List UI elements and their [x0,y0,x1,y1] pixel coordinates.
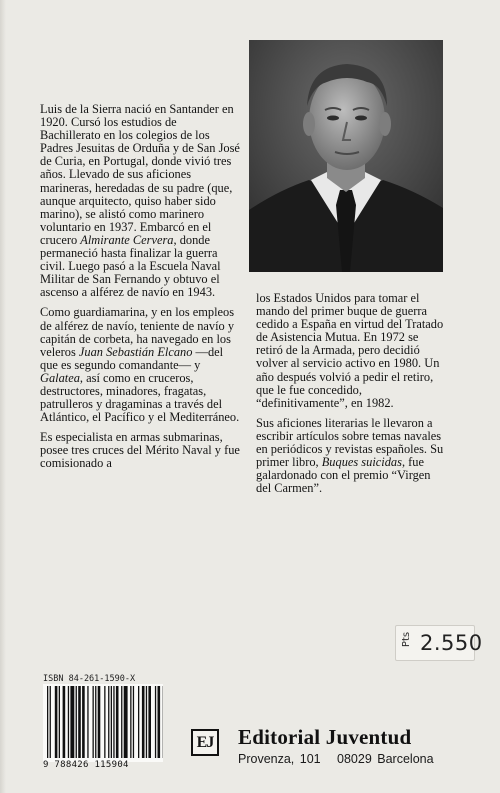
barcode-bar [113,686,114,758]
bio-italic-title: Almirante Cervera [80,232,174,247]
publisher-name: Editorial Juventud [238,725,412,749]
author-portrait [249,40,443,272]
author-bio-right-column [256,292,446,502]
price-amount: 2.550 [420,631,483,655]
bio-italic-title: Juan Sebastián Elcano [78,344,193,359]
barcode-digits: 9 788426 115904 [43,760,129,770]
barcode-bar [78,686,81,758]
barcode-bar [121,686,122,758]
author-portrait-icon [249,40,443,272]
barcode-bar [108,686,109,758]
bio-paragraph [40,431,240,470]
bio-text: —del que es segundo comandante— y [40,344,224,372]
bio-text: , donde permaneció hasta finalizar la guerra civil. Luego pasó a la Escuela Naval Militar de San Fernando y obtuvo el ascenso a alférez de navío en 1943. [40,232,221,300]
bio-paragraph [40,103,240,299]
publisher-address: Provenza, 101 08029 Barcelona [238,752,434,766]
barcode-bar [124,686,128,758]
bio-text: Es especialista en armas submarinas, posee tres cruces del Mérito Naval y fue comisionado a [40,430,240,471]
barcode-bar [95,686,96,758]
bio-text: , fue galardonado con el premio “Virgen del Carmen”. [256,455,431,496]
barcode-bar [133,686,134,758]
barcode-bar [116,686,119,758]
publisher-logo: EJ [191,729,219,756]
bio-text: Luis de la Sierra nació en Santander en 1920. Cursó los estudios de Bachillerato en los colegios de los Padres Jesuitas de Orduña y de San José de Curia, en Portugal, donde vivió tres años. Llevado de sus aficiones marineras, heredadas de su padre (que, aunque arquitecto, quiso haber sido marino), se alistó como marinero voluntario en 1937. Embarcó en el crucero [40,102,240,247]
cover-edge-shadow [0,0,6,793]
isbn-label: ISBN 84-261-1590-X [43,674,136,684]
bio-text: los Estados Unidos para tomar el mando del primer buque de guerra cedido a España en virtud del Tratado de Asistencia Mutua. En 1972 se retiró de la Armada, pero decidió volver al servicio activo en 1980. Un año después volvió a pedir el retiro, que le fue concedido, “definitivamente”, en 1982. [256,291,444,410]
author-bio-left-column [40,103,240,478]
bio-text: , así como en cruceros, destructores, minadores, fragatas, patrulleros y dragaminas a través del Atlántico, el Pacífico y el Mediterráneo. [40,370,240,425]
ean13-barcode-icon [43,684,163,762]
barcode-bar [87,686,88,758]
barcode-bar [155,686,156,758]
barcode-bar [70,686,74,758]
barcode [43,684,163,762]
barcode-bar [142,686,145,758]
barcode-bar [98,686,101,758]
bio-italic-title: Galatea [40,370,80,385]
price-currency: Pts [401,631,413,648]
barcode-bar [158,686,161,758]
barcode-bar [76,686,77,758]
barcode-bar [111,686,112,758]
barcode-bar [47,686,48,758]
bio-text: Sus aficiones literarias le llevaron a escribir artículos sobre temas navales en periódicos y revistas españoles. Su primer libro, [256,415,444,470]
barcode-bar [63,686,66,758]
barcode-bar [68,686,69,758]
barcode-bar [82,686,85,758]
barcode-bar [138,686,139,758]
bio-paragraph [40,306,240,424]
barcode-bar [130,686,131,758]
bio-paragraph [256,417,446,496]
barcode-bar [55,686,58,758]
barcode-bar [59,686,60,758]
barcode-bar [93,686,94,758]
bio-paragraph [256,292,446,410]
barcode-bar [146,686,147,758]
barcode-bar [50,686,51,758]
barcode-bar [104,686,105,758]
bio-italic-title: Buques suicidas [321,455,402,470]
barcode-bar [148,686,151,758]
price-sticker [395,625,483,661]
bio-text: Como guardiamarina, y en los empleos de alférez de navío, teniente de navío y capitán de corbeta, ha navegado en los veleros [40,305,235,359]
